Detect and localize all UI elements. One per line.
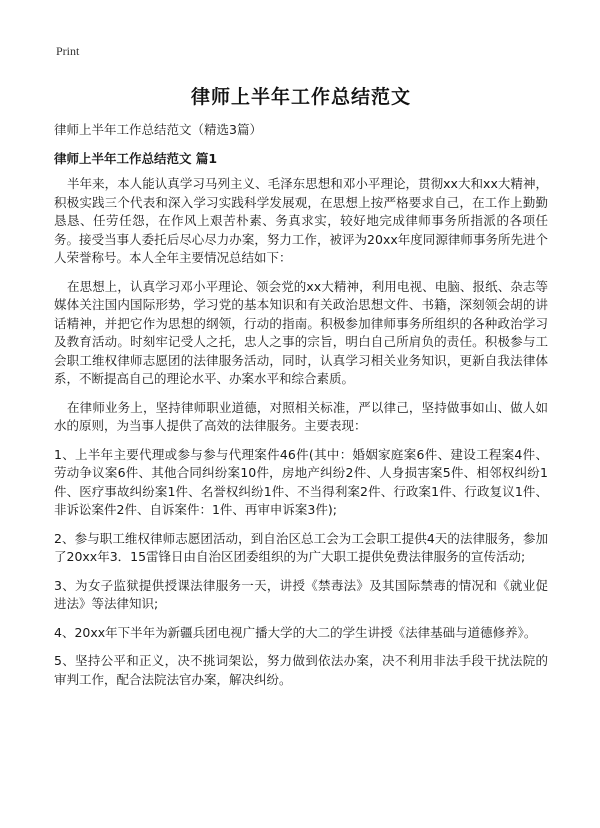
page-title: 律师上半年工作总结范文 (190, 86, 411, 108)
paragraph-intro: 半年来，本人能认真学习马列主义、毛泽东思想和邓小平理论，贯彻xx大和xx大精神，积极实践三个代表和深入学习实践科学发展观，在思想上按严格要求自己，在工作上勤勤恳恳、任劳任怨，在作风上艰苦朴素、务真求实，较好地完成律师事务所指派的各项任务。接受当事人委托后尽心尽力办案，努力工作，被评为20xx年度同源律师事务所先进个人荣誉称号。本人全年主要情况总结如下： (54, 176, 548, 265)
section-heading: 律师上半年工作总结范文 篇1 (54, 151, 218, 166)
list-item-fairness: 5、坚持公平和正义，决不挑词架讼，努力做到依法办案，决不利用非法手段干扰法院的审判工作，配合法院法官办案，解决纠纷。 (54, 653, 548, 687)
list-item-cases: 1、上半年主要代理或参与参与代理案件46件(其中：婚姻家庭案6件、建设工程案4件、劳动争议案6件、其他合同纠纷案10件，房地产纠纷2件、人身损害案5件、相邻权纠纷1件、医疗事故纠纷案1件、名誉权纠纷1件、不当得利案2件、行政案1件、行政复议1件、非诉讼案件2件、自诉案件：1件、再审申诉案3件); (54, 446, 548, 517)
print-label: Print (56, 44, 80, 58)
paragraph-business: 在律师业务上，坚持律师职业道德，对照相关标准，严以律己，坚持做事如山、做人如水的原则，为当事人提供了高效的法律服务。主要表现： (54, 399, 548, 433)
list-item-university-lecture: 4、20xx年下半年为新疆兵团电视广播大学的大二的学生讲授《法律基础与道德修养》。 (54, 624, 537, 640)
list-item-volunteer: 2、参与职工维权律师志愿团活动，到自治区总工会为工会职工提供4天的法律服务，参加了20xx年3．15雷锋日由自治区团委组织的为广大职工提供免费法律服务的宣传活动; (54, 530, 548, 564)
document-subtitle: 律师上半年工作总结范文（精选3篇） (54, 122, 262, 137)
list-item-prison-lecture: 3、为女子监狱提供授课法律服务一天，讲授《禁毒法》及其国际禁毒的情况和《就业促进法》等法律知识; (54, 577, 548, 611)
paragraph-thought: 在思想上，认真学习邓小平理论、领会党的xx大精神，利用电视、电脑、报纸、杂志等媒体关注国内国际形势，学习党的基本知识和有关政治思想文件、书籍，深刻领会胡的讲话精神，并把它作为思想的纲领，行动的指南。积极参加律师事务所组织的各种政治学习及教育活动。时刻牢记受人之托，忠人之事的宗旨，明白自己所肩负的责任。积极参与工会职工维权律师志愿团的法律服务活动，同时，认真学习相关业务知识，更新自我法律体系，不断提高自己的理论水平、办案水平和综合素质。 (54, 278, 548, 386)
